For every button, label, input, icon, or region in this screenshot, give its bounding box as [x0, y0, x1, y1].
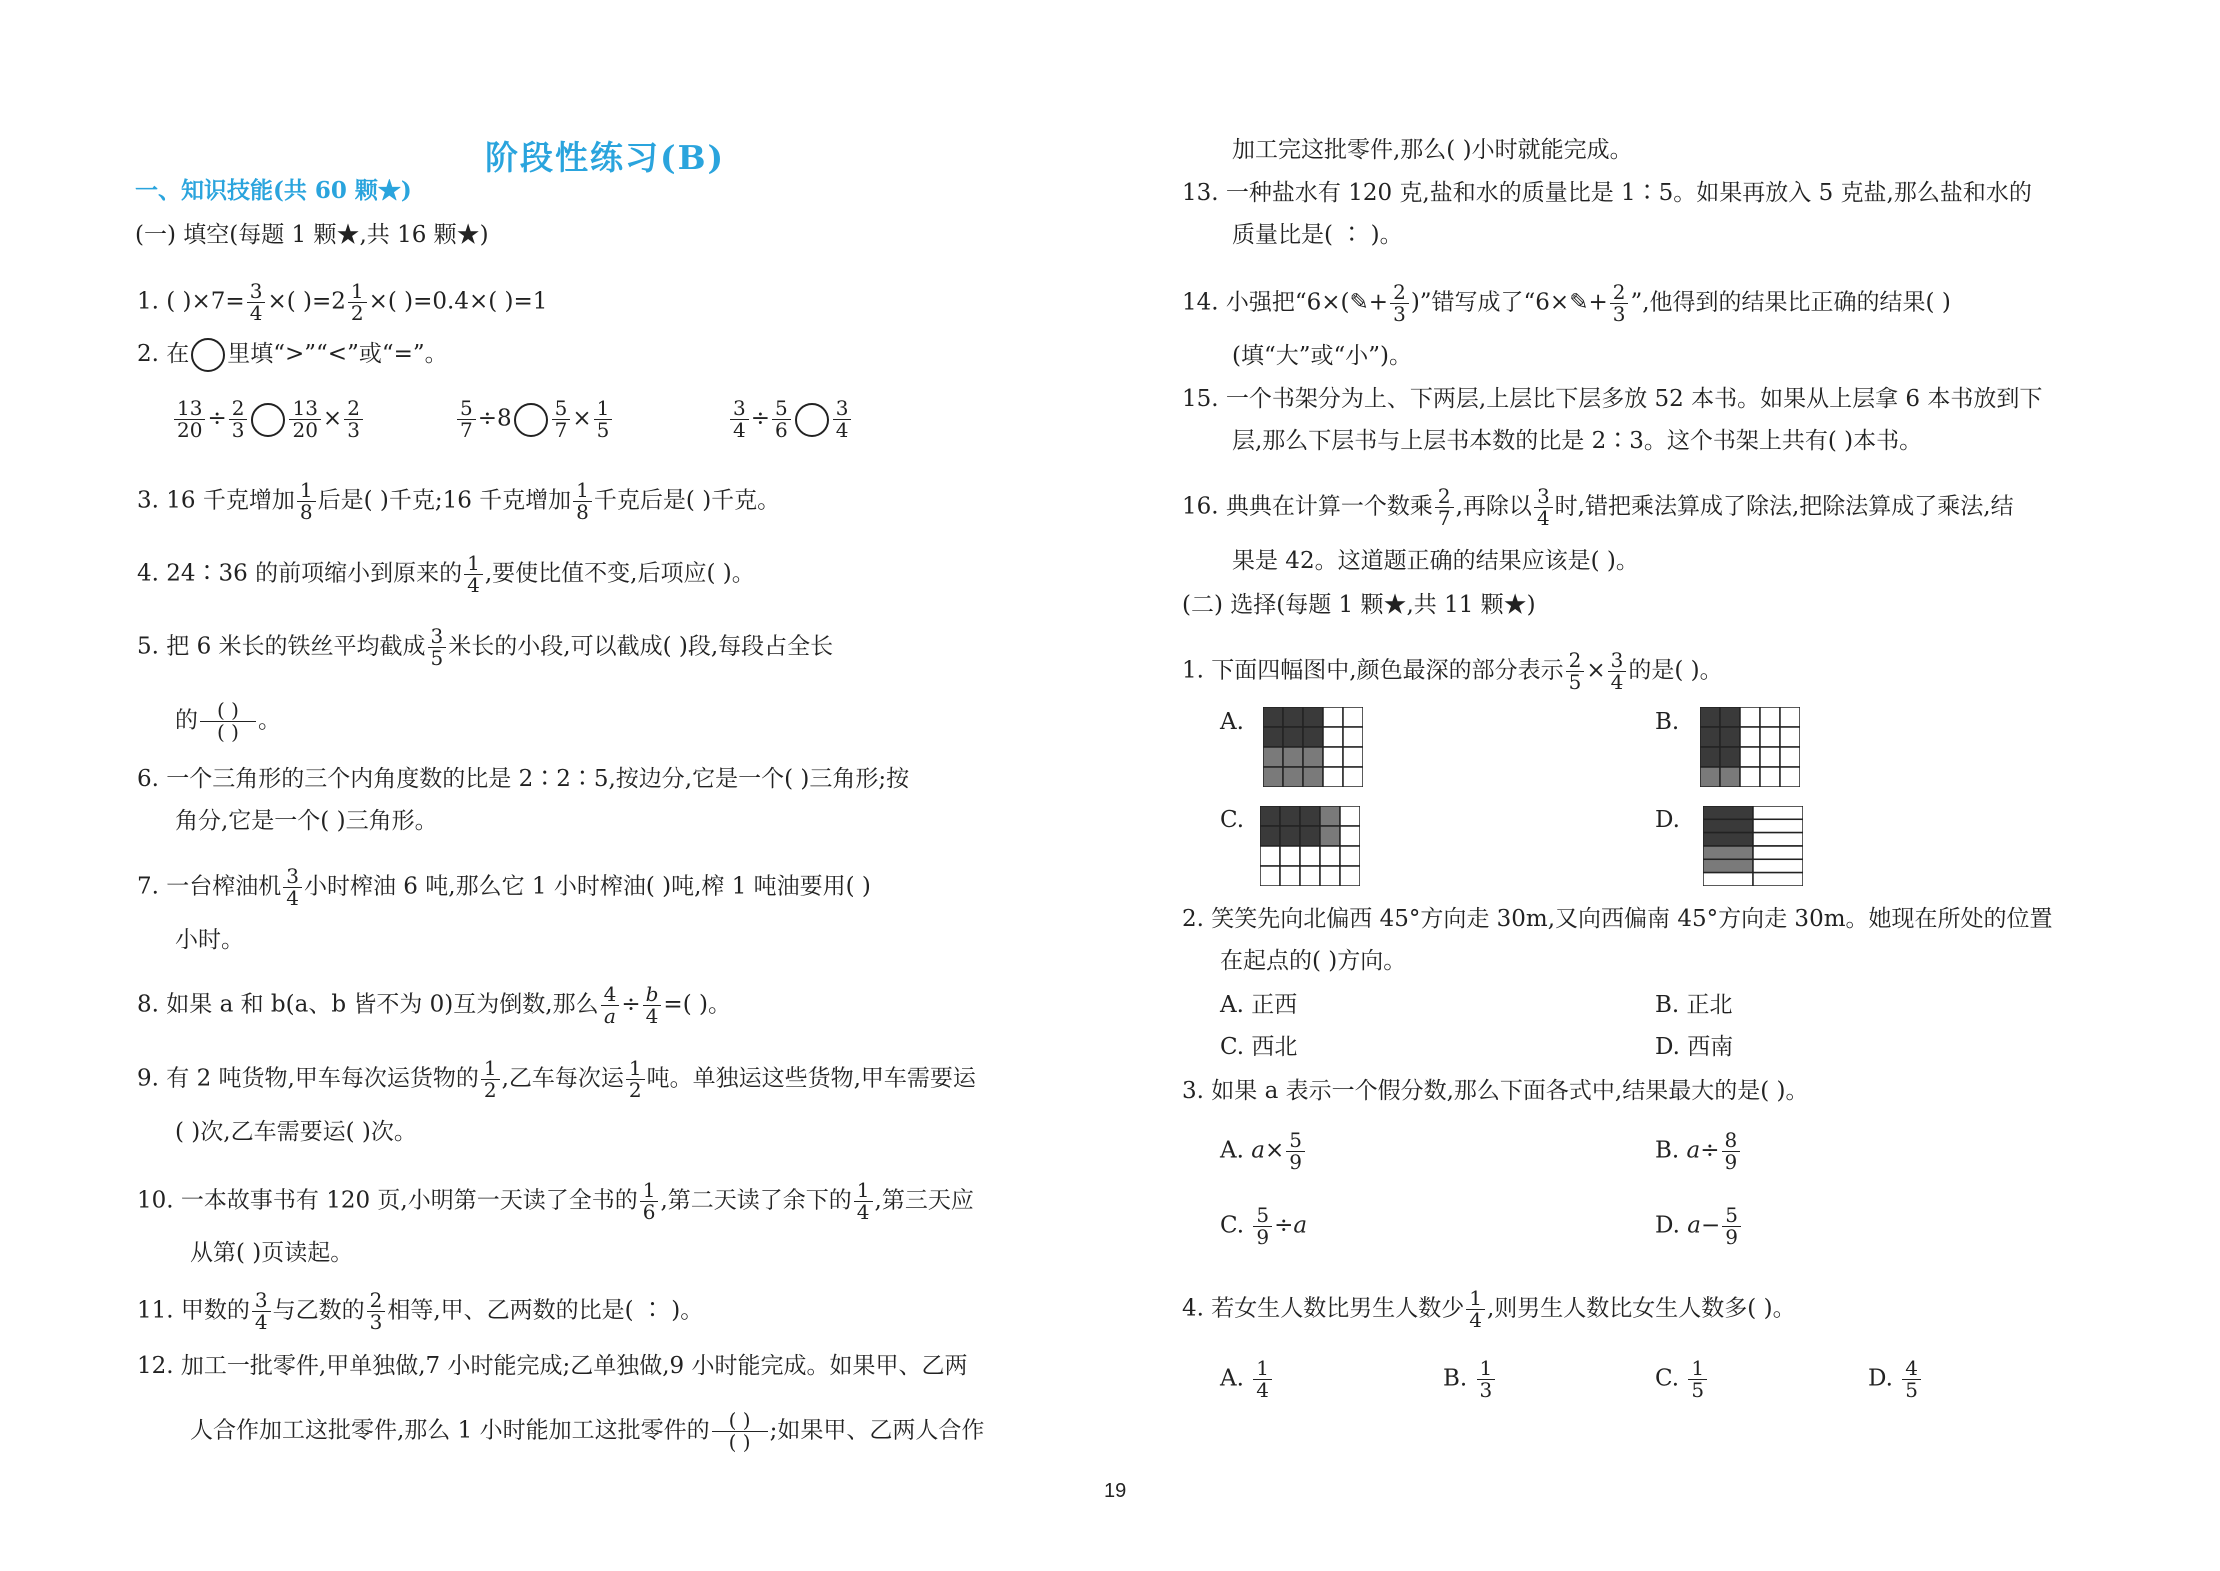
question-12: 12. 加工一批零件,甲单独做,7 小时能完成;乙单独做,9 小时能完成。如果甲、乙两 — [137, 1353, 968, 1379]
choice-3: 3. 如果 a 表示一个假分数,那么下面各式中,结果最大的是( )。 — [1182, 1078, 1809, 1104]
choice-4-option-b[interactable]: B. $\frac{1}{3}$ — [1443, 1358, 1497, 1401]
question-16-cont: 果是 42。这道题正确的结果应该是( )。 — [1232, 548, 1639, 574]
choice-4-option-d[interactable]: D. $\frac{4}{5}$ — [1868, 1358, 1923, 1401]
question-13: 13. 一种盐水有 120 克,盐和水的质量比是 1∶5。如果再放入 5 克盐,那么盐和水的 — [1182, 180, 2032, 206]
question-3: 3. 16 千克增加 $\frac{1}{8}$ 后是( )千克;16 千克增加 $\frac{1}{8}$ 千克后是( )千克。 — [137, 478, 781, 524]
question-16: 16. 典典在计算一个数乘 $\frac{2}{7}$ ,再除以 $\frac{3}{4}$ 时,错把乘法算成了除法,把除法算成了乘法,结 — [1182, 484, 2014, 530]
question-9-cont: ( )次,乙车需要运( )次。 — [175, 1119, 417, 1145]
question-13-cont: 质量比是( ∶ )。 — [1232, 222, 1403, 248]
question-14: 14. 小强把“6×(✎+ $\frac{2}{3}$ )”错写成了“6×✎+ $\frac{2}{3}$ ”,他得到的结果比正确的结果( ) — [1182, 280, 1951, 326]
choice-2: 2. 笑笑先向北偏西 45°方向走 30m,又向西偏南 45°方向走 30m。她现在所处的位置 — [1182, 906, 2053, 932]
question-5: 5. 把 6 米长的铁丝平均截成 $\frac{3}{5}$ 米长的小段,可以截成( )段,每段占全长 — [137, 624, 834, 670]
choice-3-option-b[interactable]: B. a÷ $\frac{8}{9}$ — [1655, 1130, 1742, 1173]
part-heading-fill: (一) 填空(每题 1 颗★,共 16 颗★) — [135, 222, 489, 248]
choice-4-option-c[interactable]: C. $\frac{1}{5}$ — [1655, 1358, 1709, 1401]
question-7-cont: 小时。 — [175, 927, 244, 953]
question-11: 11. 甲数的 $\frac{3}{4}$ 与乙数的 $\frac{2}{3}$ 相等,甲、乙两数的比是( ∶ )。 — [137, 1288, 704, 1334]
choice-1-option-d[interactable]: D. — [1655, 807, 1680, 833]
compare-circle-icon[interactable] — [514, 403, 548, 437]
choice-4: 4. 若女生人数比男生人数少 $\frac{1}{4}$ ,则男生人数比女生人数多( )。 — [1182, 1286, 1796, 1332]
question-4: 4. 24∶36 的前项缩小到原来的 $\frac{1}{4}$ ,要使比值不变,后项应( )。 — [137, 551, 755, 597]
question-2: 2. 在 里填“>”“<”或“=”。 — [137, 338, 448, 372]
choice-3-option-d[interactable]: D. a− $\frac{5}{9}$ — [1655, 1205, 1743, 1248]
question-14-cont: (填“大”或“小”)。 — [1232, 343, 1412, 369]
choice-2-option-a[interactable]: A. 正西 — [1220, 992, 1298, 1018]
question-9: 9. 有 2 吨货物,甲车每次运货物的 $\frac{1}{2}$ ,乙车每次运 $\frac{1}{2}$ 吨。单独运这些货物,甲车需要运 — [137, 1056, 976, 1102]
question-10: 10. 一本故事书有 120 页,小明第一天读了全书的 $\frac{1}{6}$ ,第二天读了余下的 $\frac{1}{4}$ ,第三天应 — [137, 1178, 974, 1224]
page-title: 阶段性练习(B) — [485, 138, 726, 177]
question-6-cont: 角分,它是一个( )三角形。 — [175, 808, 438, 834]
question-8: 8. 如果 a 和 b(a、b 皆不为 0)互为倒数,那么 $\frac{4}{a}$ ÷ $\frac{b}{4}$ =( )。 — [137, 982, 731, 1028]
choice-3-option-c[interactable]: C. $\frac{5}{9}$ ÷a — [1220, 1203, 1308, 1249]
section-heading: 一、知识技能(共 60 颗★) — [135, 177, 412, 204]
choice-1-option-a[interactable]: A. — [1220, 709, 1244, 735]
question-6: 6. 一个三角形的三个内角度数的比是 2∶2∶5,按边分,它是一个( )三角形;按 — [137, 766, 910, 792]
choice-1-option-b[interactable]: B. — [1655, 709, 1680, 735]
question-15: 15. 一个书架分为上、下两层,上层比下层多放 52 本书。如果从上层拿 6 本书放到下 — [1182, 386, 2043, 412]
page-number: 19 — [1104, 1480, 1127, 1502]
question-12-cont: 人合作加工这批零件,那么 1 小时能加工这批零件的 ( ) ( ) ;如果甲、乙两人合作 — [190, 1408, 985, 1454]
choice-2-option-c[interactable]: C. 西北 — [1220, 1034, 1298, 1060]
choice-2-option-b[interactable]: B. 正北 — [1655, 992, 1733, 1018]
compare-circle-icon[interactable] — [795, 403, 829, 437]
grid-figure-b[interactable] — [1700, 707, 1800, 787]
question-1: 1. ( )×7= $\frac{3}{4}$ ×( )=2 $\frac{1}{2}$ ×( )=0.4×( )=1 — [137, 279, 548, 325]
choice-2-cont: 在起点的( )方向。 — [1220, 948, 1407, 974]
question-2-expr-3: $\frac{3}{4}$ ÷ $\frac{5}{6}$ $\frac{3}{4}$ — [728, 398, 853, 441]
choice-1: 1. 下面四幅图中,颜色最深的部分表示 $\frac{2}{5}$ × $\frac{3}{4}$ 的是( )。 — [1182, 648, 1723, 694]
grid-figure-d[interactable] — [1703, 806, 1803, 886]
question-2-expr-2: $\frac{5}{7}$ ÷8 $\frac{5}{7}$ × $\frac{1}{5}$ — [455, 398, 614, 441]
choice-4-option-a[interactable]: A. $\frac{1}{4}$ — [1220, 1358, 1274, 1401]
choice-2-option-d[interactable]: D. 西南 — [1655, 1034, 1734, 1060]
grid-figure-a[interactable] — [1263, 707, 1363, 787]
choice-1-option-c[interactable]: C. — [1220, 807, 1245, 833]
question-12-end: 加工完这批零件,那么( )小时就能完成。 — [1232, 137, 1633, 163]
choice-3-option-a[interactable]: A. a× $\frac{5}{9}$ — [1220, 1130, 1307, 1173]
compare-circle-icon — [191, 338, 225, 372]
question-2-expr-1: $\frac{13}{20}$ ÷ $\frac{2}{3}$ $\frac{13}{20}$ × $\frac{2}{3}$ — [172, 398, 365, 441]
part-heading-choice: (二) 选择(每题 1 颗★,共 11 颗★) — [1182, 592, 1536, 618]
question-10-cont: 从第( )页读起。 — [190, 1240, 354, 1266]
grid-figure-c[interactable] — [1260, 806, 1360, 886]
compare-circle-icon[interactable] — [251, 403, 285, 437]
question-15-cont: 层,那么下层书与上层书本数的比是 2∶3。这个书架上共有( )本书。 — [1232, 428, 1923, 454]
question-5-cont: 的 ( ) ( ) 。 — [175, 698, 281, 744]
question-7: 7. 一台榨油机 $\frac{3}{4}$ 小时榨油 6 吨,那么它 1 小时榨油( )吨,榨 1 吨油要用( ) — [137, 864, 871, 910]
